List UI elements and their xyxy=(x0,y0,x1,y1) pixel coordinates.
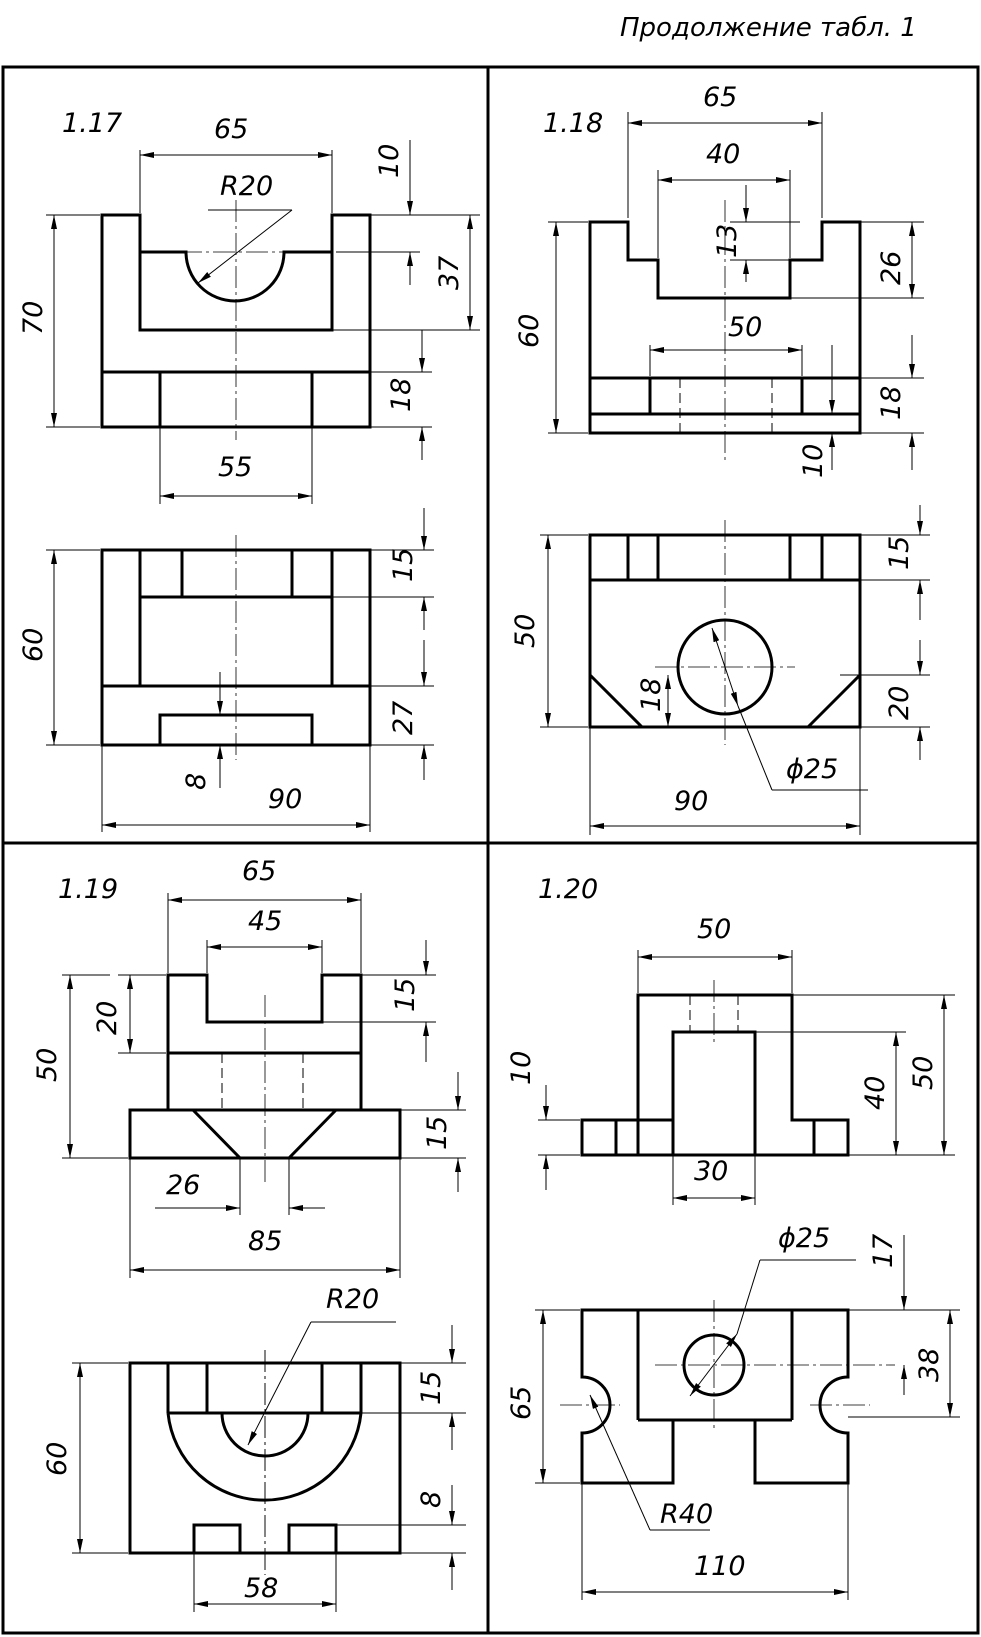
dim-label: 20 xyxy=(884,685,915,720)
dim-label: 10 xyxy=(798,443,829,478)
dim-label: 38 xyxy=(914,1347,945,1382)
front-view xyxy=(514,82,924,478)
front-view xyxy=(506,914,955,1205)
dim-label: 58 xyxy=(244,1573,279,1604)
dim-label: 85 xyxy=(248,1226,283,1257)
panel-1-17 xyxy=(18,108,480,832)
dim-label: 70 xyxy=(18,300,49,335)
front-view xyxy=(32,856,466,1278)
dim-label: 27 xyxy=(388,700,419,735)
panel-1-19 xyxy=(32,856,466,1612)
top-view xyxy=(18,508,434,832)
dim-label: 40 xyxy=(706,139,741,170)
dim-label: 37 xyxy=(434,255,465,290)
dim-label: 18 xyxy=(386,377,417,412)
dim-label: 15 xyxy=(388,547,419,582)
dim-label: 8 xyxy=(416,1490,447,1508)
top-view xyxy=(42,1284,466,1612)
dim-label: 18 xyxy=(636,677,667,712)
panel-1-20 xyxy=(506,874,960,1600)
dim-label: R20 xyxy=(220,171,274,202)
dim-label: 15 xyxy=(422,1115,453,1150)
dim-label: 55 xyxy=(218,452,253,483)
panel-label: 1.17 xyxy=(62,108,123,139)
dim-label: 15 xyxy=(390,977,421,1012)
dim-label: 10 xyxy=(374,143,405,178)
dim-label: 50 xyxy=(697,914,732,945)
sheet-header: Продолжение табл. 1 xyxy=(620,13,917,43)
dim-label: ϕ25 xyxy=(778,1223,831,1254)
front-view xyxy=(18,114,480,504)
dim-label: ϕ25 xyxy=(786,754,839,785)
panel-label: 1.20 xyxy=(538,874,599,905)
dim-label: 18 xyxy=(876,385,907,420)
dim-label: 40 xyxy=(860,1075,891,1110)
dim-label: 10 xyxy=(506,1050,537,1085)
dim-label: 50 xyxy=(510,613,541,648)
dim-label: 13 xyxy=(712,223,743,258)
dim-label: 45 xyxy=(248,906,283,937)
dim-label: 20 xyxy=(92,1000,123,1035)
dim-label: 65 xyxy=(506,1385,537,1420)
dim-label: 15 xyxy=(416,1370,447,1405)
top-view xyxy=(506,1223,960,1600)
dim-label: 90 xyxy=(674,786,709,817)
dim-label: 65 xyxy=(242,856,277,887)
panel-1-18 xyxy=(510,82,930,835)
dim-label: 50 xyxy=(908,1055,939,1090)
panel-label: 1.19 xyxy=(58,874,119,905)
panel-label: 1.18 xyxy=(543,108,604,139)
dim-label: 110 xyxy=(694,1551,746,1582)
dim-label: 60 xyxy=(42,1441,73,1476)
sheet-frame xyxy=(3,67,978,1633)
dim-label: 90 xyxy=(268,784,303,815)
dim-label: 50 xyxy=(32,1047,63,1082)
dim-label: 26 xyxy=(166,1170,201,1201)
dim-label: 30 xyxy=(694,1156,729,1187)
dim-label: 65 xyxy=(214,114,249,145)
dim-label: 17 xyxy=(868,1233,899,1268)
dim-label: 15 xyxy=(884,535,915,570)
top-view xyxy=(510,505,930,835)
dim-label: 60 xyxy=(18,627,49,662)
dim-label: 50 xyxy=(728,312,763,343)
dim-label: 60 xyxy=(514,313,545,348)
dim-label: 26 xyxy=(876,250,907,285)
dim-label: R20 xyxy=(326,1284,380,1315)
dim-label: R40 xyxy=(660,1499,714,1530)
dim-label: 8 xyxy=(181,772,212,790)
dim-label: 65 xyxy=(703,82,738,113)
